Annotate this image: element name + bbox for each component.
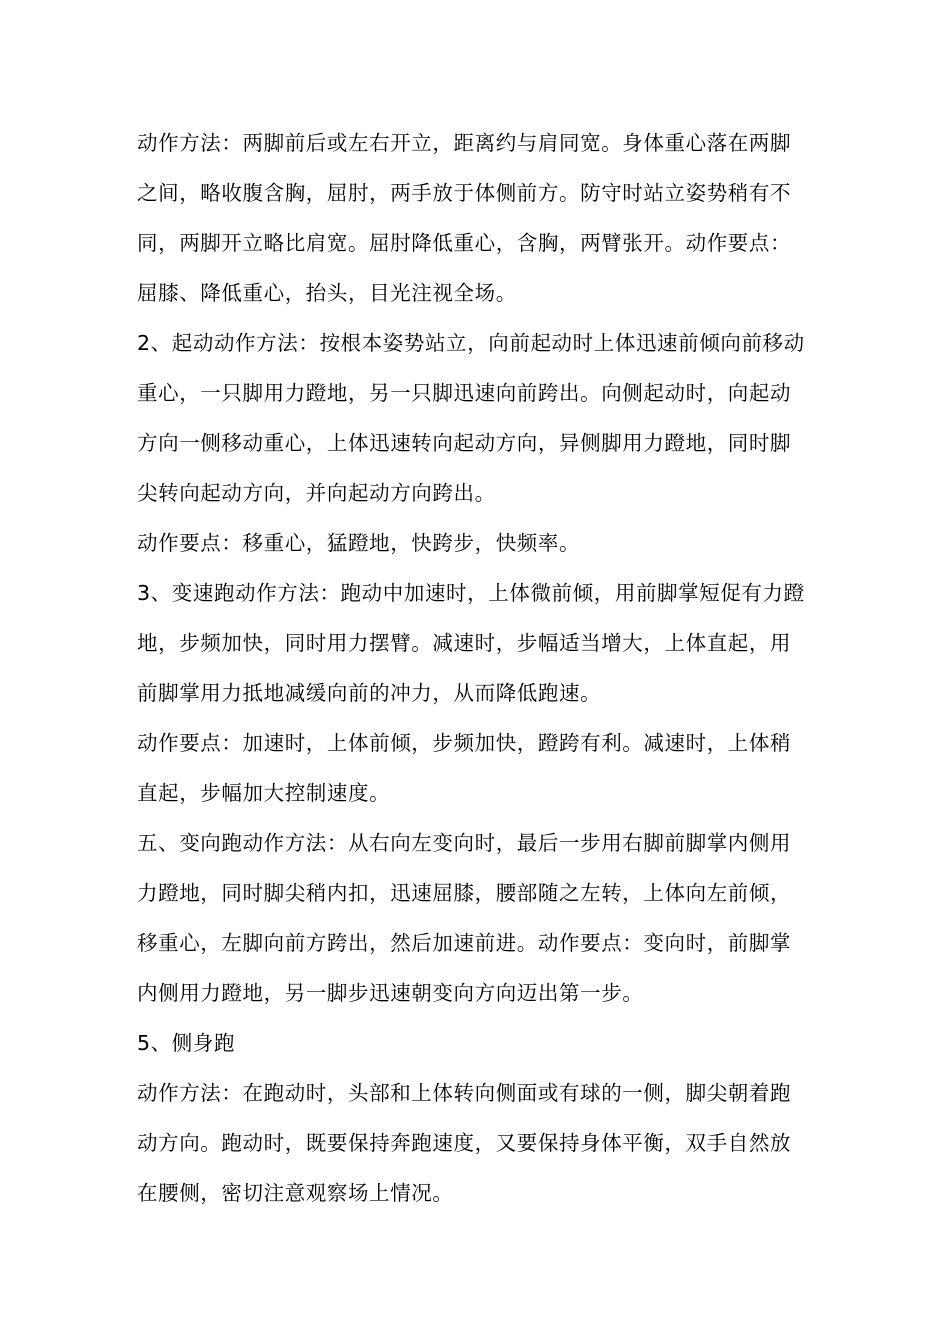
text-line: 同，两脚开立略比肩宽。屈肘降低重心，含胸，两臂张开。动作要点：	[137, 231, 792, 255]
text-line: 五、变向跑动作方法：从右向左变向时，最后一步用右脚前脚掌内侧用	[137, 831, 792, 855]
text-line: 3、变速跑动作方法：跑动中加速时，上体微前倾，用前脚掌短促有力蹬	[137, 581, 805, 605]
text-line: 动作要点：移重心，猛蹬地，快跨步，快频率。	[137, 531, 581, 555]
text-line: 动作方法：在跑动时，头部和上体转向侧面或有球的一侧，脚尖朝着跑	[137, 1081, 792, 1105]
text-line: 移重心，左脚向前方跨出，然后加速前进。动作要点：变向时，前脚掌	[137, 931, 792, 955]
text-line: 内侧用力蹬地，另一脚步迅速朝变向方向迈出第一步。	[137, 981, 644, 1005]
text-line: 前脚掌用力抵地减缓向前的冲力，从而降低跑速。	[137, 681, 602, 705]
text-line: 力蹬地，同时脚尖稍内扣，迅速屈膝，腰部随之左转，上体向左前倾，	[137, 881, 792, 905]
text-line: 方向一侧移动重心，上体迅速转向起动方向，异侧脚用力蹬地，同时脚	[137, 431, 792, 455]
paragraph-speed-change-keypoints	[137, 718, 817, 818]
text-line: 直起，步幅加大控制速度。	[137, 781, 391, 805]
text-line: 动作要点：加速时，上体前倾，步频加快，蹬跨有利。减速时，上体稍	[137, 731, 792, 755]
text-line: 在腰侧，密切注意观察场上情况。	[137, 1181, 454, 1205]
text-line: 动作方法：两脚前后或左右开立，距离约与肩同宽。身体重心落在两脚	[137, 131, 792, 155]
text-line: 尖转向起动方向，并向起动方向跨出。	[137, 481, 496, 505]
text-line: 动方向。跑动时，既要保持奔跑速度，又要保持身体平衡，双手自然放	[137, 1131, 792, 1155]
text-line: 之间，略收腹含胸，屈肘，两手放于体侧前方。防守时站立姿势稍有不	[137, 181, 792, 205]
text-line: 重心，一只脚用力蹬地，另一只脚迅速向前跨出。向侧起动时，向起动	[137, 381, 792, 405]
paragraph-start-method	[137, 318, 817, 518]
paragraph-side-run-method	[137, 1068, 817, 1218]
text-line: 地，步频加快，同时用力摆臂。减速时，步幅适当增大，上体直起，用	[137, 631, 792, 655]
document-body	[137, 118, 817, 1218]
paragraph-direction-change-method	[137, 818, 817, 1018]
paragraph-speed-change-method	[137, 568, 817, 718]
section-heading-side-run	[137, 1018, 817, 1068]
text-line: 5、侧身跑	[137, 1031, 236, 1055]
text-line: 2、起动动作方法：按根本姿势站立，向前起动时上体迅速前倾向前移动	[137, 331, 805, 355]
text-line: 屈膝、降低重心，抬头，目光注视全场。	[137, 281, 517, 305]
paragraph-stance-method	[137, 118, 817, 318]
paragraph-start-keypoints	[137, 518, 817, 568]
